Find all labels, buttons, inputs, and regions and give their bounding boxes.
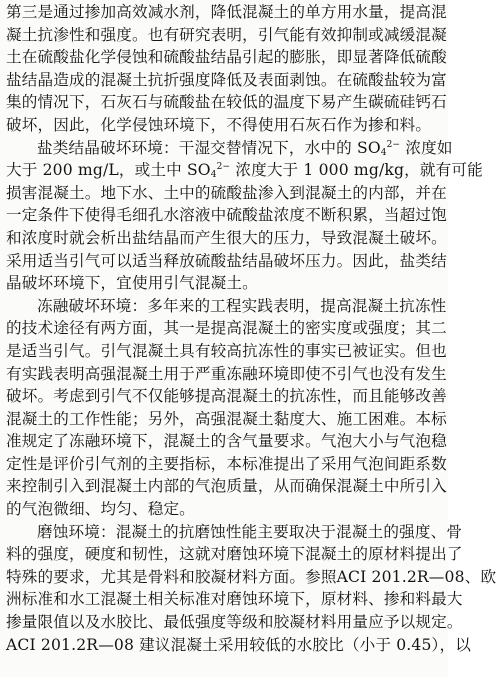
- text-line: 一定条件下使得毛细孔水溶液中硫酸盐浓度不断积累，当超过饱: [6, 206, 447, 225]
- text-line: [6, 159, 483, 182]
- subscript: 4: [210, 170, 217, 181]
- text-run: 浓度如: [400, 138, 453, 157]
- text-line: 定性是评价引气剂的主要指标，本标准提出了采用气泡间距系数: [6, 454, 447, 473]
- text-line: 是适当引气。引气混凝土具有较高抗冻性的事实已被证实。但也: [6, 341, 447, 360]
- superscript: 2−: [216, 162, 231, 173]
- text-line: 准规定了冻融环境下，混凝土的含气量要求。气泡大小与气泡稳: [6, 432, 447, 451]
- text-line: 和浓度时就会析出盐结晶而产生很大的压力，导致混凝土破坏。: [6, 228, 447, 247]
- text-run: 浓度大于 1 000 mg/kg，就有可能: [230, 161, 483, 180]
- text-line: 有实践表明高强混凝土用于严重冻融环境即使不引气也没有发生: [6, 364, 447, 383]
- text-line: 凝土抗渗性和强度。也有研究表明，引气能有效抑制或减缓混凝: [6, 25, 447, 44]
- text-line: [6, 137, 453, 160]
- text-line: 晶破坏环境下，宜使用引气混凝土。: [6, 274, 258, 293]
- text-line: 来控制引入到混凝土内部的气泡质量，从而确保混凝土中所引入: [6, 477, 447, 496]
- text-line: 洲标准和水工混凝土相关标准对磨蚀环境下，原材料、掺和料最大: [6, 590, 463, 609]
- text-line: 的气泡微细、均匀、稳定。: [6, 500, 195, 519]
- text-line: 特殊的要求，尤其是骨料和胶凝材料方面。参照ACI 201.2R—08、欧: [6, 567, 496, 586]
- text-line: 破坏，因此，化学侵蚀环境下，不得使用石灰石作为掺和料。: [6, 115, 432, 134]
- text-line: 混凝土的工作性能；另外，高强混凝土黏度大、施工困难。本标: [6, 409, 447, 428]
- text-line: 集的情况下，石灰石与硫酸盐在较低的温度下易产生碳硫硅钙石: [6, 93, 447, 112]
- superscript: 2−: [386, 139, 401, 150]
- subscript: 4: [380, 147, 387, 158]
- text-line: 冻融破坏环境：多年来的工程实践表明，提高混凝土抗冻性: [37, 296, 447, 315]
- text-line: 盐结晶造成的混凝土抗折强度降低及表面剥蚀。在硫酸盐较为富: [6, 70, 447, 89]
- text-line: 损害混凝土。地下水、土中的硫酸盐渗入到混凝土的内部，并在: [6, 183, 447, 202]
- text-line: 土在硫酸盐化学侵蚀和硫酸盐结晶引起的膨胀，即显著降低硫酸: [6, 48, 447, 67]
- text-line: 第三是通过掺加高效减水剂，降低混凝土的单方用水量，提高混: [6, 3, 447, 21]
- text-line: 掺量限值以及水胶比、最低强度等级和胶凝材料用量应予以规定。: [6, 613, 463, 632]
- text-run: 大于 200 mg/L，或土中 SO: [6, 161, 211, 180]
- text-line: 磨蚀环境：混凝土的抗磨蚀性能主要取决于混凝土的强度、骨: [37, 522, 463, 541]
- text-line: 破坏。考虑到引气不仅能够提高混凝土的抗冻性，而且能够改善: [6, 387, 447, 406]
- text-line: ACI 201.2R—08 建议混凝土采用较低的水胶比（小于 0.45），以: [6, 635, 471, 654]
- text-line: 料的强度，硬度和韧性，这就对磨蚀环境下混凝土的原材料提出了: [6, 545, 463, 564]
- text-line: 采用适当引气可以适当释放硫酸盐结晶破坏压力。因此，盐类结: [6, 251, 447, 270]
- text-run: 盐类结晶破坏环境：干湿交替情况下，水中的 SO: [37, 138, 381, 157]
- body-text: [6, 1, 496, 656]
- text-line: 的技术途径有两方面，其一是提高混凝土的密实度或强度；其二: [6, 319, 447, 338]
